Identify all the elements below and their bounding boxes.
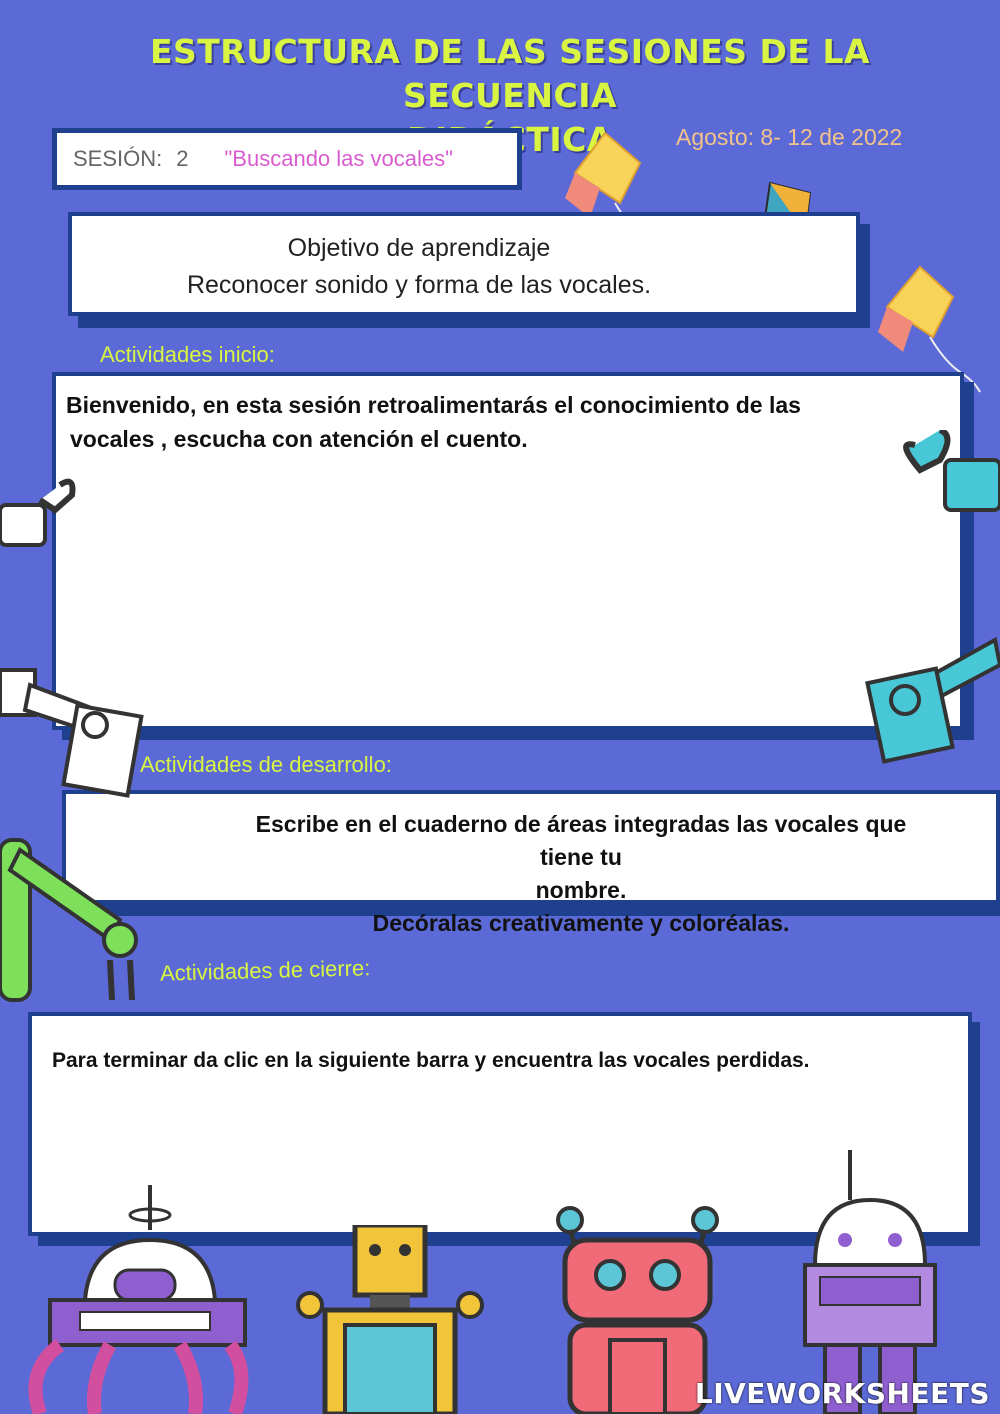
cierre-text: Para terminar da clic en la siguiente barra y encuentra las vocales perdidas. — [52, 1049, 810, 1072]
liveworksheets-watermark: LIVEWORKSHEETS — [694, 1377, 990, 1410]
desarrollo-line-3: Decóralas creativamente y coloréalas. — [372, 910, 790, 936]
objective-box — [68, 212, 860, 316]
inicio-line-2: vocales , escucha con atención el cuento. — [70, 426, 528, 452]
desarrollo-box — [62, 790, 1000, 936]
inicio-line-1: Bienvenido, en esta sesión retroalimentarás el conocimiento de las — [66, 392, 801, 418]
objective-text: Reconocer sonido y forma de las vocales. — [186, 271, 652, 299]
objective-title: Objetivo de aprendizaje — [287, 234, 551, 262]
session-name: "Buscando las vocales" — [224, 146, 453, 171]
robot-arm-green-icon — [0, 830, 160, 1010]
title-line-1: ESTRUCTURA DE LAS SESIONES DE LA SECUENCIA — [149, 32, 871, 115]
robot-arm-left-icon — [0, 470, 145, 800]
session-number: 2 — [176, 146, 189, 171]
robot-lilac-icon — [780, 1145, 960, 1414]
desarrollo-line-1: Escribe en el cuaderno de áreas integradas las vocales que tiene tu — [255, 811, 907, 870]
date-text: Agosto: 8- 12 de 2022 — [676, 124, 903, 150]
robot-yellow-icon — [285, 1225, 485, 1414]
inicio-label: Actividades inicio: — [100, 342, 275, 367]
desarrollo-label: Actividades de desarrollo: — [140, 752, 392, 777]
robot-arm-right-icon — [865, 430, 1000, 770]
inicio-box[interactable] — [52, 372, 964, 730]
cierre-label: Actividades de cierre: — [159, 955, 371, 986]
desarrollo-line-2: nombre. — [535, 877, 627, 903]
session-label: SESIÓN: — [73, 146, 163, 171]
session-box — [52, 128, 522, 190]
robot-purple-icon — [20, 1180, 250, 1414]
